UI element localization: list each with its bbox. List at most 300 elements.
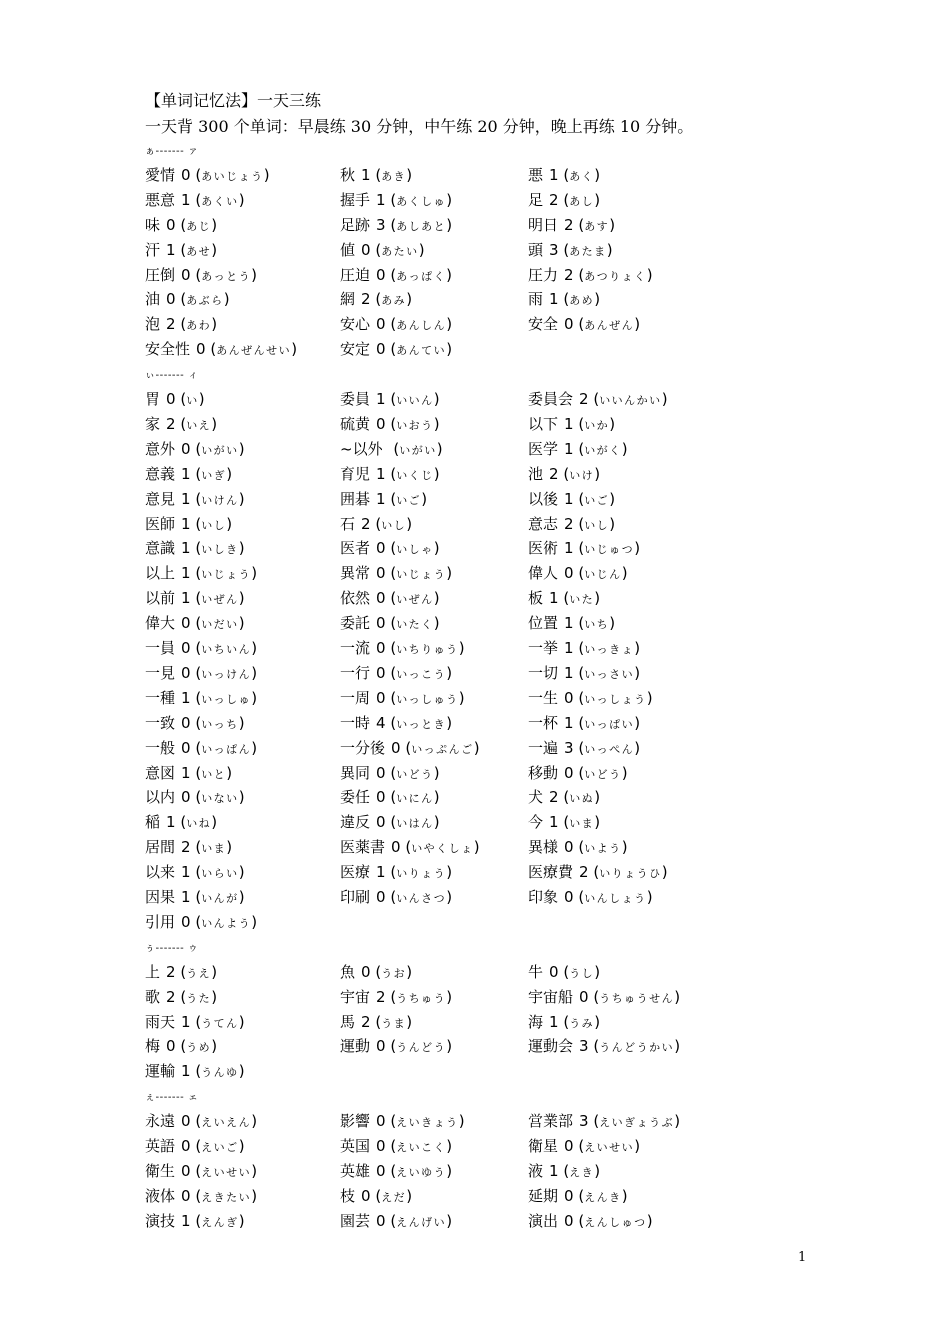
- accent-number: 0: [564, 1137, 574, 1155]
- vocab-word: 印象: [528, 888, 559, 906]
- kana-reading: いっこう: [396, 667, 447, 681]
- vocab-word: 魚: [340, 962, 356, 981]
- vocab-word: 油: [145, 290, 161, 309]
- vocab-word: 味: [145, 215, 161, 234]
- vocab-word: 委任: [340, 788, 371, 807]
- accent-number: 0: [376, 639, 386, 657]
- vocab-word: 英語: [145, 1137, 176, 1155]
- accent-number: 1: [564, 713, 574, 732]
- accent-number: 0: [361, 962, 371, 981]
- vocab-entry: 一杯 1 (いっぱい): [528, 713, 641, 732]
- vocab-entry: 延期 0 (えんき): [528, 1186, 628, 1205]
- kana-reading: うちゅう: [396, 991, 447, 1005]
- vocab-word: 池: [528, 464, 544, 483]
- vocab-entry: 英国 0 (えいこく): [340, 1137, 453, 1155]
- accent-number: 1: [181, 564, 191, 583]
- vocab-entry: 印象 0 (いんしょう): [528, 888, 653, 906]
- vocab-entry: 一員 0 (いちいん): [145, 639, 258, 657]
- kana-reading: えいえん: [201, 1116, 252, 1130]
- vocab-entry: 囲碁 1 (いご): [340, 489, 428, 508]
- vocab-word: 衛星: [528, 1137, 559, 1155]
- accent-number: 3: [579, 1112, 589, 1131]
- vocab-entry: 液 1 (えき): [528, 1161, 601, 1180]
- accent-number: 0: [181, 738, 191, 757]
- accent-number: 0: [376, 788, 386, 807]
- vocab-word: ~以外: [340, 439, 383, 458]
- vocab-entry: 宇宙 2 (うちゅう): [340, 987, 453, 1006]
- kana-reading: いま: [569, 817, 595, 831]
- vocab-entry: 英語 0 (えいご): [145, 1137, 245, 1155]
- vocab-word: 足跡: [340, 215, 371, 234]
- vocab-word: 安全性: [145, 340, 191, 359]
- accent-number: 2: [549, 788, 559, 807]
- kana-reading: うえ: [186, 966, 212, 980]
- kana-reading: いない: [201, 792, 239, 806]
- accent-number: 1: [376, 464, 386, 483]
- kana-reading: あんしん: [396, 319, 447, 333]
- kana-reading: いっぱん: [201, 742, 252, 756]
- accent-number: 2: [361, 290, 371, 309]
- accent-number: 0: [376, 1037, 386, 1056]
- vocab-word: 雨天: [145, 1012, 176, 1031]
- vocab-word: 梅: [145, 1037, 161, 1056]
- kana-reading: いご: [584, 493, 610, 507]
- vocab-entry: 委任 0 (いにん): [340, 788, 440, 807]
- kana-reading: いっしゅう: [396, 692, 459, 706]
- accent-number: 1: [376, 863, 386, 882]
- accent-number: 0: [376, 813, 386, 832]
- accent-number: 0: [361, 1186, 371, 1205]
- kana-reading: あせ: [186, 244, 212, 258]
- kana-reading: あたま: [569, 244, 607, 258]
- kana-reading: あつりょく: [584, 269, 647, 283]
- vocab-entry: 明日 2 (あす): [528, 215, 616, 234]
- vocab-entry: 秋 1 (あき): [340, 165, 413, 184]
- kana-reading: いぬ: [569, 792, 595, 806]
- vocab-entry: 医者 0 (いしゃ): [340, 539, 440, 558]
- accent-number: 3: [564, 738, 574, 757]
- vocab-word: 海: [528, 1012, 544, 1031]
- accent-number: 0: [166, 290, 176, 309]
- vocab-entry: 営業部 3 (えいぎょうぶ): [528, 1112, 681, 1131]
- vocab-entry: 握手 1 (あくしゅ): [340, 190, 453, 209]
- kana-reading: あぶら: [186, 294, 224, 308]
- accent-number: 0: [181, 1112, 191, 1131]
- vocab-word: 一杯: [528, 713, 559, 732]
- vocab-word: 衛生: [145, 1161, 176, 1180]
- accent-number: 0: [564, 1211, 574, 1230]
- kana-reading: いがく: [584, 443, 622, 457]
- kana-reading: えき: [569, 1165, 595, 1179]
- vocab-entry: 歌 2 (うた): [145, 987, 218, 1006]
- kana-reading: うんゆ: [201, 1066, 239, 1080]
- accent-number: 1: [564, 539, 574, 558]
- intro-text: 一天背 300 个单词：早晨练 30 分钟，中午练 20 分钟，晚上再练 10 分钟。: [145, 117, 694, 136]
- vocab-word: 石: [340, 514, 356, 533]
- section-header: ぇ------- ェ: [145, 1092, 199, 1104]
- vocab-word: 運輸: [145, 1062, 176, 1081]
- accent-number: 2: [361, 1012, 371, 1031]
- vocab-word: 異常: [340, 564, 371, 583]
- accent-number: 3: [579, 1037, 589, 1056]
- kana-reading: いっきょ: [584, 643, 635, 656]
- vocab-entry: 一遍 3 (いっぺん): [528, 738, 641, 757]
- vocab-entry: 委員 1 (いいん): [340, 390, 440, 408]
- vocab-word: 悪意: [145, 190, 176, 209]
- accent-number: 1: [376, 390, 386, 408]
- accent-number: 2: [564, 215, 574, 234]
- vocab-entry: 石 2 (いし): [340, 514, 413, 533]
- vocab-word: 握手: [340, 190, 371, 209]
- vocab-word: 稲: [145, 813, 161, 832]
- vocab-word: 一時: [340, 713, 371, 732]
- vocab-entry: 運動会 3 (うんどうかい): [528, 1037, 681, 1056]
- vocab-word: 居間: [145, 838, 176, 857]
- vocab-word: 胃: [145, 390, 161, 408]
- kana-reading: えいせい: [201, 1165, 252, 1179]
- accent-number: 0: [564, 763, 574, 782]
- vocab-word: 安定: [340, 340, 371, 359]
- vocab-word: 以来: [145, 863, 176, 882]
- accent-number: 1: [181, 589, 191, 608]
- vocab-entry: 違反 0 (いはん): [340, 813, 440, 832]
- vocab-word: 以上: [145, 564, 176, 583]
- vocab-entry: 枝 0 (えだ): [340, 1186, 413, 1205]
- kana-reading: いっぱい: [584, 717, 635, 731]
- kana-reading: いんよう: [201, 916, 252, 930]
- vocab-entry: 馬 2 (うま): [340, 1012, 413, 1031]
- kana-reading: いじょう: [201, 568, 252, 582]
- vocab-word: 影響: [340, 1112, 371, 1131]
- kana-reading: えきたい: [201, 1190, 252, 1204]
- vocab-entry: 圧迫 0 (あっぱく): [340, 265, 452, 284]
- kana-reading: いよう: [584, 842, 622, 856]
- accent-number: 0: [564, 838, 574, 857]
- accent-number: 1: [166, 813, 176, 832]
- vocab-word: 以後: [528, 489, 559, 508]
- vocab-entry: 汗 1 (あせ): [145, 240, 218, 259]
- vocab-word: 英国: [340, 1137, 371, 1155]
- kana-reading: うめ: [186, 1041, 212, 1055]
- vocab-word: 演技: [145, 1211, 176, 1230]
- accent-number: 3: [376, 215, 386, 234]
- accent-number: 0: [376, 663, 386, 682]
- kana-reading: あみ: [381, 294, 407, 308]
- accent-number: 0: [181, 1186, 191, 1205]
- kana-reading: いがい: [399, 443, 437, 457]
- vocab-word: 運動: [340, 1037, 371, 1056]
- vocab-word: 意見: [145, 489, 176, 508]
- kana-reading: いいんかい: [599, 394, 662, 407]
- kana-reading: うみ: [569, 1016, 595, 1030]
- vocab-word: 医療: [340, 863, 371, 882]
- vocab-entry: 異同 0 (いどう): [340, 763, 440, 782]
- vocab-entry: 一挙 1 (いっきょ): [528, 639, 641, 657]
- vocab-word: 液: [528, 1161, 544, 1180]
- kana-reading: あき: [381, 169, 407, 183]
- vocab-word: 永遠: [145, 1112, 176, 1131]
- accent-number: 0: [376, 1161, 386, 1180]
- kana-reading: あくしゅ: [396, 194, 447, 208]
- vocab-word: 雨: [528, 290, 544, 309]
- vocab-entry: 油 0 (あぶら): [145, 290, 230, 309]
- vocab-word: 意図: [145, 763, 176, 782]
- page-title: 【单词记忆法】一天三练: [145, 91, 322, 110]
- accent-number: 2: [361, 514, 371, 533]
- accent-number: 0: [166, 215, 176, 234]
- kana-reading: いっさい: [584, 667, 635, 681]
- kana-reading: いんさつ: [396, 892, 447, 905]
- kana-reading: うた: [186, 991, 212, 1005]
- kana-reading: いらい: [201, 867, 239, 881]
- page-number: 1: [798, 1250, 807, 1265]
- kana-reading: いぎ: [201, 468, 227, 482]
- vocab-entry: 一生 0 (いっしょう): [528, 688, 653, 707]
- vocab-entry: 安全 0 (あんぜん): [528, 315, 641, 334]
- vocab-word: 安全: [528, 315, 559, 334]
- vocab-word: 網: [340, 290, 356, 309]
- kana-reading: いし: [381, 518, 407, 532]
- accent-number: 1: [181, 539, 191, 558]
- kana-reading: いにん: [396, 792, 434, 806]
- accent-number: 0: [166, 1037, 176, 1056]
- vocab-word: 意識: [145, 539, 176, 558]
- accent-number: 1: [549, 165, 559, 184]
- kana-reading: いね: [186, 817, 212, 831]
- kana-reading: いりょう: [396, 867, 447, 881]
- vocab-word: 印刷: [340, 888, 371, 906]
- vocab-entry: 雨天 1 (うてん): [145, 1012, 245, 1031]
- kana-reading: いじゅつ: [584, 543, 635, 557]
- kana-reading: うし: [569, 966, 595, 980]
- vocab-entry: 泡 2 (あわ): [145, 315, 218, 334]
- kana-reading: えいご: [201, 1141, 239, 1154]
- vocab-word: 値: [340, 240, 356, 259]
- kana-reading: あっぱく: [396, 269, 447, 283]
- accent-number: 1: [549, 1012, 559, 1031]
- accent-number: 0: [166, 390, 176, 408]
- vocab-entry: 異常 0 (いじょう): [340, 564, 453, 583]
- kana-reading: いけん: [201, 493, 239, 507]
- accent-number: 0: [391, 838, 401, 857]
- vocab-entry: 印刷 0 (いんさつ): [340, 888, 453, 906]
- vocab-word: 医者: [340, 539, 371, 558]
- kana-reading: いだい: [201, 618, 239, 632]
- kana-reading: いっしょう: [584, 692, 647, 706]
- accent-number: 3: [549, 240, 559, 259]
- accent-number: 1: [181, 1062, 191, 1081]
- vocab-entry: 意外 0 (いがい): [145, 439, 245, 458]
- kana-reading: いじん: [584, 568, 622, 582]
- accent-number: 0: [376, 1137, 386, 1155]
- vocab-word: 英雄: [340, 1161, 371, 1180]
- vocab-word: 依然: [340, 589, 371, 608]
- accent-number: 2: [166, 987, 176, 1006]
- vocab-entry: 意識 1 (いしき): [145, 539, 245, 558]
- vocab-entry: 意志 2 (いし): [528, 514, 616, 533]
- accent-number: 1: [549, 290, 559, 309]
- accent-number: 1: [549, 589, 559, 608]
- vocab-entry: 医療 1 (いりょう): [340, 863, 453, 882]
- vocab-word: 家: [145, 414, 161, 433]
- accent-number: 1: [166, 240, 176, 259]
- vocab-entry: 英雄 0 (えいゆう): [340, 1161, 453, 1180]
- vocab-entry: 偉大 0 (いだい): [145, 614, 245, 633]
- accent-number: 0: [391, 738, 401, 757]
- vocab-entry: 池 2 (いけ): [528, 464, 601, 483]
- accent-number: 0: [181, 165, 191, 184]
- kana-reading: いち: [584, 618, 610, 632]
- kana-reading: えいきょう: [396, 1116, 459, 1130]
- vocab-entry: 育児 1 (いくじ): [340, 464, 440, 483]
- vocab-entry: 医薬書 0 (いやくしょ): [340, 838, 480, 857]
- vocab-entry: 上 2 (うえ): [145, 962, 218, 981]
- vocab-word: 宇宙: [340, 987, 371, 1006]
- vocab-word: 異同: [340, 763, 371, 782]
- accent-number: 1: [564, 489, 574, 508]
- vocab-word: 委託: [340, 614, 371, 633]
- vocab-entry: 足 2 (あし): [528, 190, 601, 209]
- kana-reading: あし: [569, 194, 595, 208]
- vocab-word: 一切: [528, 663, 559, 682]
- vocab-entry: 一周 0 (いっしゅう): [340, 688, 465, 707]
- kana-reading: いし: [584, 518, 610, 532]
- accent-number: 0: [181, 788, 191, 807]
- accent-number: 1: [361, 165, 371, 184]
- vocab-entry: 牛 0 (うし): [528, 962, 601, 981]
- kana-reading: いっとき: [396, 717, 447, 731]
- vocab-word: 上: [145, 962, 161, 981]
- vocab-entry: 足跡 3 (あしあと): [340, 215, 453, 234]
- kana-reading: えいぎょうぶ: [599, 1116, 675, 1130]
- vocab-word: 園芸: [340, 1211, 371, 1230]
- vocab-entry: 圧倒 0 (あっとう): [145, 265, 257, 284]
- kana-reading: いがい: [201, 443, 239, 457]
- vocab-word: 医学: [528, 439, 559, 458]
- vocab-entry: 医療費 2 (いりょうひ): [528, 863, 668, 882]
- accent-number: 0: [181, 663, 191, 682]
- accent-number: 0: [376, 614, 386, 633]
- vocab-entry: 家 2 (いえ): [145, 414, 218, 433]
- accent-number: 2: [579, 863, 589, 882]
- accent-number: 0: [564, 315, 574, 334]
- accent-number: 0: [181, 912, 191, 931]
- kana-reading: えんげい: [396, 1215, 447, 1229]
- accent-number: 1: [181, 514, 191, 533]
- vocab-word: 以下: [528, 414, 559, 433]
- accent-number: 1: [549, 1161, 559, 1180]
- accent-number: 0: [564, 1186, 574, 1205]
- accent-number: 0: [376, 888, 386, 906]
- accent-number: 1: [564, 663, 574, 682]
- vocab-entry: 安心 0 (あんしん): [340, 315, 453, 334]
- vocab-word: 一般: [145, 738, 176, 757]
- accent-number: 0: [376, 414, 386, 433]
- vocab-entry: 依然 0 (いぜん): [340, 589, 440, 608]
- kana-reading: いっぺん: [584, 742, 635, 756]
- accent-number: 0: [376, 539, 386, 558]
- accent-number: 2: [376, 987, 386, 1006]
- kana-reading: えいせい: [584, 1141, 635, 1154]
- vocab-entry: 意図 1 (いと): [145, 763, 233, 782]
- vocab-entry: 以来 1 (いらい): [145, 863, 245, 882]
- vocab-word: 委員会: [528, 390, 574, 408]
- kana-reading: いか: [584, 418, 610, 432]
- vocab-word: 悪: [528, 165, 544, 184]
- vocab-word: 今: [528, 813, 544, 832]
- vocab-word: 泡: [145, 315, 161, 334]
- accent-number: 0: [376, 564, 386, 583]
- vocab-entry: 以下 1 (いか): [528, 414, 616, 433]
- vocab-word: 歌: [145, 987, 161, 1006]
- kana-reading: うお: [381, 966, 407, 980]
- kana-reading: えいゆう: [396, 1165, 447, 1179]
- vocab-entry: 以上 1 (いじょう): [145, 564, 258, 583]
- accent-number: 1: [181, 888, 191, 906]
- vocab-word: 意義: [145, 464, 176, 483]
- vocab-entry: ~以外 (いがい): [340, 439, 443, 458]
- kana-reading: えんしゅつ: [584, 1215, 647, 1229]
- vocab-word: 明日: [528, 215, 559, 234]
- vocab-word: 因果: [145, 888, 176, 906]
- vocab-entry: 医師 1 (いし): [145, 514, 233, 533]
- accent-number: 2: [166, 962, 176, 981]
- accent-number: 0: [181, 265, 191, 284]
- section-header: ぃ------- ィ: [145, 370, 199, 382]
- vocab-word: 一見: [145, 663, 176, 682]
- kana-reading: いた: [569, 593, 595, 607]
- vocab-entry: 影響 0 (えいきょう): [340, 1112, 465, 1131]
- vocab-entry: 安全性 0 (あんぜんせい): [145, 340, 298, 359]
- kana-reading: いはん: [396, 817, 434, 831]
- vocab-entry: 一行 0 (いっこう): [340, 663, 453, 682]
- vocab-entry: 異様 0 (いよう): [528, 838, 628, 857]
- vocab-word: 引用: [145, 912, 176, 931]
- vocab-word: 育児: [340, 464, 371, 483]
- accent-number: 0: [361, 240, 371, 259]
- vocab-entry: 頭 3 (あたま): [528, 240, 613, 259]
- kana-reading: いぜん: [201, 593, 239, 607]
- accent-number: 0: [376, 1211, 386, 1230]
- vocab-entry: 移動 0 (いどう): [528, 763, 628, 782]
- vocab-word: 液体: [145, 1186, 176, 1205]
- vocab-entry: 演出 0 (えんしゅつ): [528, 1211, 653, 1230]
- vocab-word: 一周: [340, 688, 371, 707]
- accent-number: 1: [564, 639, 574, 657]
- vocab-word: 医薬書: [340, 838, 386, 857]
- accent-number: 2: [549, 464, 559, 483]
- kana-reading: いっしゅ: [201, 692, 252, 706]
- kana-reading: いっぷんご: [411, 742, 474, 756]
- vocab-word: 牛: [528, 962, 544, 981]
- accent-number: 4: [376, 713, 386, 732]
- vocab-word: 営業部: [528, 1112, 574, 1131]
- kana-reading: いたく: [396, 618, 434, 632]
- accent-number: 2: [564, 514, 574, 533]
- kana-reading: い: [186, 394, 199, 407]
- vocab-word: 移動: [528, 763, 559, 782]
- accent-number: 2: [579, 390, 589, 408]
- vocab-word: 以内: [145, 788, 176, 807]
- accent-number: 0: [564, 564, 574, 583]
- vocab-word: 一員: [145, 639, 176, 657]
- vocab-entry: 偉人 0 (いじん): [528, 564, 628, 583]
- vocab-entry: 愛情 0 (あいじょう): [145, 165, 270, 184]
- vocab-entry: 悪 1 (あく): [528, 165, 601, 184]
- vocab-entry: 以後 1 (いご): [528, 489, 616, 508]
- vocab-entry: 引用 0 (いんよう): [145, 912, 258, 931]
- vocab-entry: 一般 0 (いっぱん): [145, 738, 258, 757]
